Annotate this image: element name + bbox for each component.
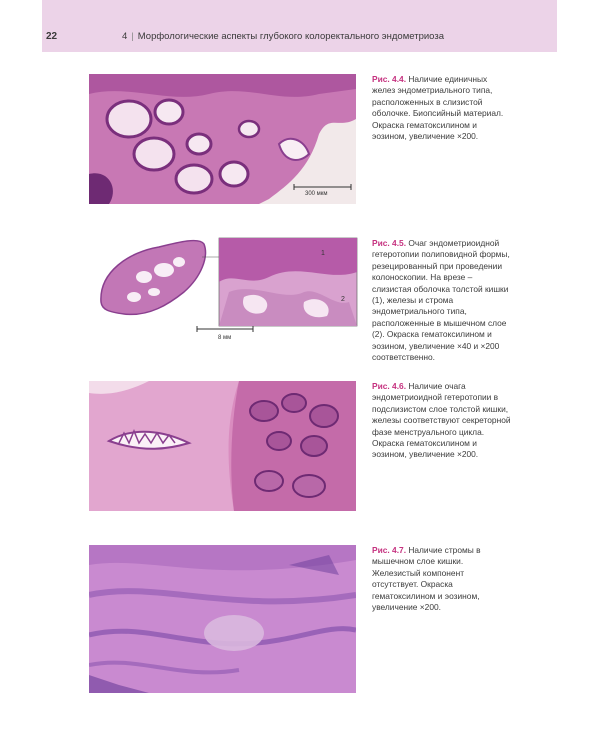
running-header: [42, 0, 557, 52]
figure-4-5-image: [89, 232, 359, 350]
figure-label: Рис. 4.6.: [372, 381, 407, 391]
scale-bar-label-8mm: 8 мм: [218, 335, 232, 341]
page-number: 22: [46, 31, 58, 42]
marker-1: 1: [321, 250, 325, 257]
figure-4-6-image: [89, 381, 356, 511]
chapter-number: 4: [122, 31, 128, 42]
figure-label: Рис. 4.7.: [372, 545, 407, 555]
figure-label: Рис. 4.5.: [372, 238, 407, 248]
figure-4-7-image: [89, 545, 356, 693]
chapter-title: [122, 31, 444, 42]
figure-4-4-image: [89, 74, 356, 204]
chapter-title-text: Морфологические аспекты глубокого колоректального эндометриоза: [137, 31, 444, 42]
figure-4-7-caption: [372, 545, 512, 613]
figure-text: Наличие стромы в мышечном слое кишки. Железистый компонент отсутствует. Окраска гематоксилином и эозином, увеличение ×200.: [372, 545, 481, 613]
figure-4-6-caption: [372, 381, 512, 461]
figure-text: Наличие единичных желез эндометриального типа, расположенных в слизистой оболочке. Биопсийный материал. Окраска гематоксилином и эозином, увеличение ×200.: [372, 74, 504, 142]
figure-4-5-caption: [372, 238, 512, 363]
marker-2: 2: [341, 296, 345, 303]
figure-text: Очаг эндометриоидной гетеротопии полиповидной формы, резецированный при проведении колоноскопии. На врезе – слизистая оболочка толстой кишки (1), железы и строма эндометриального типа, расположенные в мышечном слое (2). Окраска гематоксилином и эозином, увеличение ×40 и ×200 соответственно.: [372, 238, 510, 363]
figure-label: Рис. 4.4.: [372, 74, 407, 84]
figure-text: Наличие очага эндометриоидной гетеротопии в подслизистом слое толстой кишки, железы соответствуют секреторной фазе менструального цикла. Окраска гематоксилином и эозином, увеличение ×200.: [372, 381, 511, 460]
scale-bar-label-300: 300 мкм: [305, 191, 328, 197]
header-separator: |: [131, 31, 134, 42]
figure-4-4-caption: [372, 74, 512, 142]
